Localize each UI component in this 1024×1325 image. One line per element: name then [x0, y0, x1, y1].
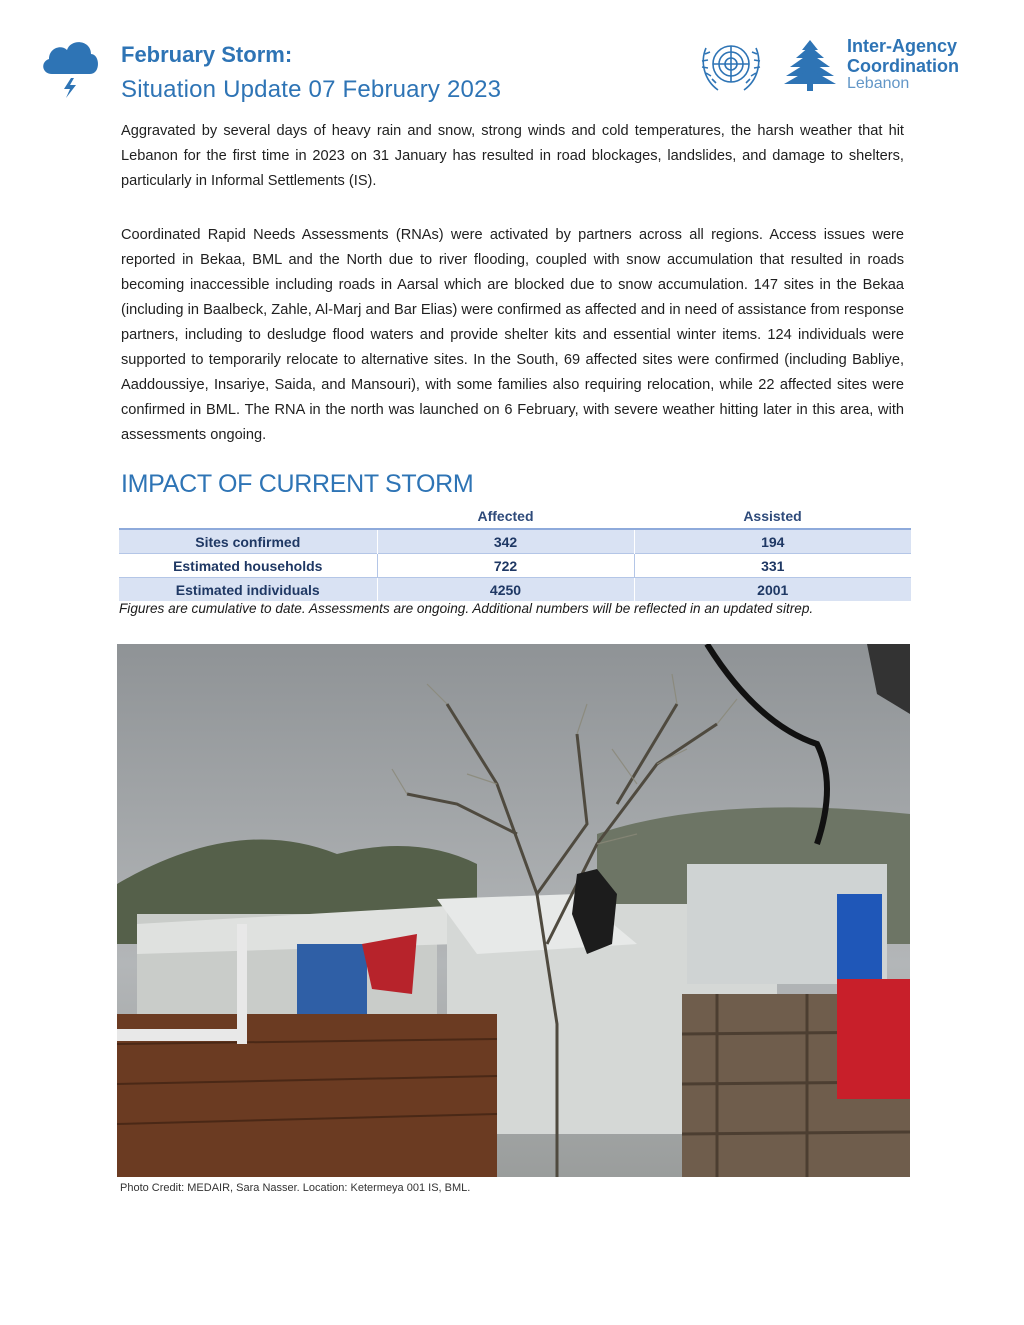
impact-table — [119, 505, 911, 601]
header-cell-assisted: Assisted — [634, 505, 911, 529]
table-row — [119, 554, 911, 578]
row-label: Estimated individuals — [119, 578, 377, 602]
assisted-value: 331 — [634, 554, 911, 578]
affected-value: 722 — [377, 554, 634, 578]
storm-damage-photo — [117, 644, 910, 1177]
assisted-value: 194 — [634, 529, 911, 554]
table-row — [119, 578, 911, 602]
assisted-value: 2001 — [634, 578, 911, 602]
table-row — [119, 529, 911, 554]
row-label: Sites confirmed — [119, 529, 377, 554]
photo-credit: Photo Credit: MEDAIR, Sara Nasser. Location: Ketermeya 001 IS, BML. — [120, 1182, 471, 1194]
intro-paragraph: Aggravated by several days of heavy rain and snow, strong winds and cold temperatures, the harsh weather that hit Lebanon for the first time in 2023 on 31 January has resulted in road blockages, landslides, and damage to shelters, particularly in Informal Settlements (IS). — [121, 123, 904, 189]
impact-heading: IMPACT OF CURRENT STORM — [121, 470, 474, 498]
storm-cloud-icon — [38, 34, 102, 100]
org-name-line-2: Coordination — [847, 56, 959, 76]
assessment-paragraph: Coordinated Rapid Needs Assessments (RNAs) were activated by partners across all regions. Access issues were reported in Bekaa, BML and the North due to river flooding, coupled with snow accumulation that resulted in roads becoming inaccessible including roads in Aarsal which are blocked due to snow accumulation. 147 sites in the Bekaa (including in Baalbeck, Zahle, Al-Marj and Bar Elias) were confirmed as affected and in need of assistance from response partners, including to desludge flood waters and provide shelter kits and essential winter items. 124 individuals were supported to temporarily relocate to alternative sites. In the South, 69 affected sites were confirmed (including Babliye, Aaddoussiye, Insariye, Saida, and Mansouri), with some families also requiring relocation, while 22 affected sites were confirmed in BML. The RNA in the north was launched on 6 February, with severe weather hitting later in this area, with assessments ongoing. — [121, 227, 904, 443]
org-name-line-1: Inter-Agency — [847, 36, 958, 56]
affected-value: 4250 — [377, 578, 634, 602]
affected-value: 342 — [377, 529, 634, 554]
org-name — [847, 36, 959, 92]
table-header-row — [119, 505, 911, 529]
un-emblem-logo — [696, 34, 766, 98]
org-name-line-3: Lebanon — [847, 75, 910, 92]
report-title: February Storm: — [121, 42, 293, 67]
header-cell-affected: Affected — [377, 505, 634, 529]
header-cell-blank — [119, 505, 377, 529]
row-label: Estimated households — [119, 554, 377, 578]
cedar-tree-logo — [782, 38, 838, 92]
report-subtitle: Situation Update 07 February 2023 — [121, 76, 502, 103]
table-footnote: Figures are cumulative to date. Assessments are ongoing. Additional numbers will be reflected in an updated sitrep. — [119, 601, 814, 616]
